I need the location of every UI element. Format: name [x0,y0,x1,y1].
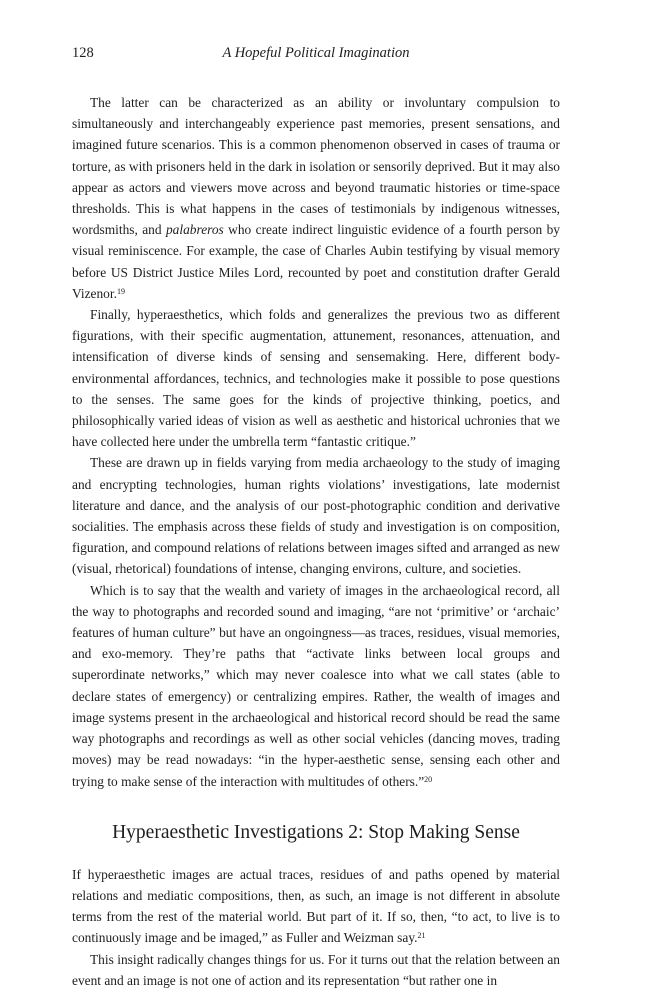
section-heading: Hyperaesthetic Investigations 2: Stop Making Sense [112,821,520,843]
footnote-ref: 19 [116,286,125,296]
running-title: A Hopeful Political Imagination [222,45,410,61]
body-paragraph: These are drawn up in fields varying from media archaeology to the study of imaging and encrypting technologies, human rights violations’ investigations, late modernist literature and dance, and the analysis of our post-photographic condition and derivative socialities. The emphasis across these fields of study and investigation is on composition, figuration, and compound relations of relations between images sifted and arranged as new (visual, rhetorical) foundations of intense, changing environs, culture, and societies. [72,455,560,577]
page-header [72,45,560,67]
body-paragraph: This insight radically changes things for us. For it turns out that the relation between an event and an image is not one of action and its representation “but rather one in [72,951,560,988]
page-number: 128 [72,45,94,61]
body-paragraph: Which is to say that the wealth and variety of images in the archaeological record, all the way to photographs and recorded sound and imaging, “are not ‘primitive’ or ‘archaic’ features of human culture” but have an ongoingness—as traces, residues, visual memories, and exo-memory. They’re paths that “activate links between local groups and superordinate networks,” which may never coalesce into what we call states (able to declare states of emergency) or centralizing empires. Rather, the wealth of images and image systems present in the archaeological and historical record should be read the same way photographs and recordings as well as other social vehicles (dancing moves, trading moves) may be read nowadays: “in the hyper-aesthetic sense, sensing each other and trying to make sense of the interaction with multitudes of others.”$^{20}$ [72,582,560,789]
body-paragraph: The latter can be characterized as an ability or involuntary compulsion to simultaneously and interchangeably experience past memories, present sensations, and imagined future scenarios. This is a common phenomenon observed in cases of trauma or torture, as with prisoners held in the dark in isolation or sensorily deprived. But it may also appear as actors and viewers move across and beyond traumatic histories or time-space thresholds. This is what happens in the cases of testimonials by indigenous witnesses, wordsmiths, and palabreros who create indirect linguistic evidence of a fourth person by visual reminiscence. For example, the case of Charles Aubin testifying by visual memory before US District Justice Miles Lord, recounted by poet and constitution drafter Gerald Vizenor.$^{19}$ [72,95,560,301]
footnote-ref: 20 [424,774,433,784]
body-paragraph: Finally, hyperaesthetics, which folds and generalizes the previous two as different figurations, with their specific augmentation, attunement, resonances, attenuation, and intensification of diverse kinds of sensing and sensemaking. Here, different body-environmental affordances, technics, and technologies make it possible to pose questions to the senses. The same goes for the kinds of projective thinking, poetics, and philosophically varied ideas of vision as well as aesthetic and historical uchronies that we have collected here under the umbrella term “fantastic critique.” [72,307,560,450]
italic-term: palabreros [165,222,224,238]
footnote-ref: 21 [417,931,426,941]
body-paragraph: If hyperaesthetic images are actual traces, residues of and paths opened by material relations and mediatic compositions, then, as such, an image is not different in absolute terms from the rest of the material world. But part of it. If so, then, “to act, to live is to continuously image and be imaged,” as Fuller and Weizman say.$^{21}$ [72,866,560,946]
page-body [72,92,560,991]
